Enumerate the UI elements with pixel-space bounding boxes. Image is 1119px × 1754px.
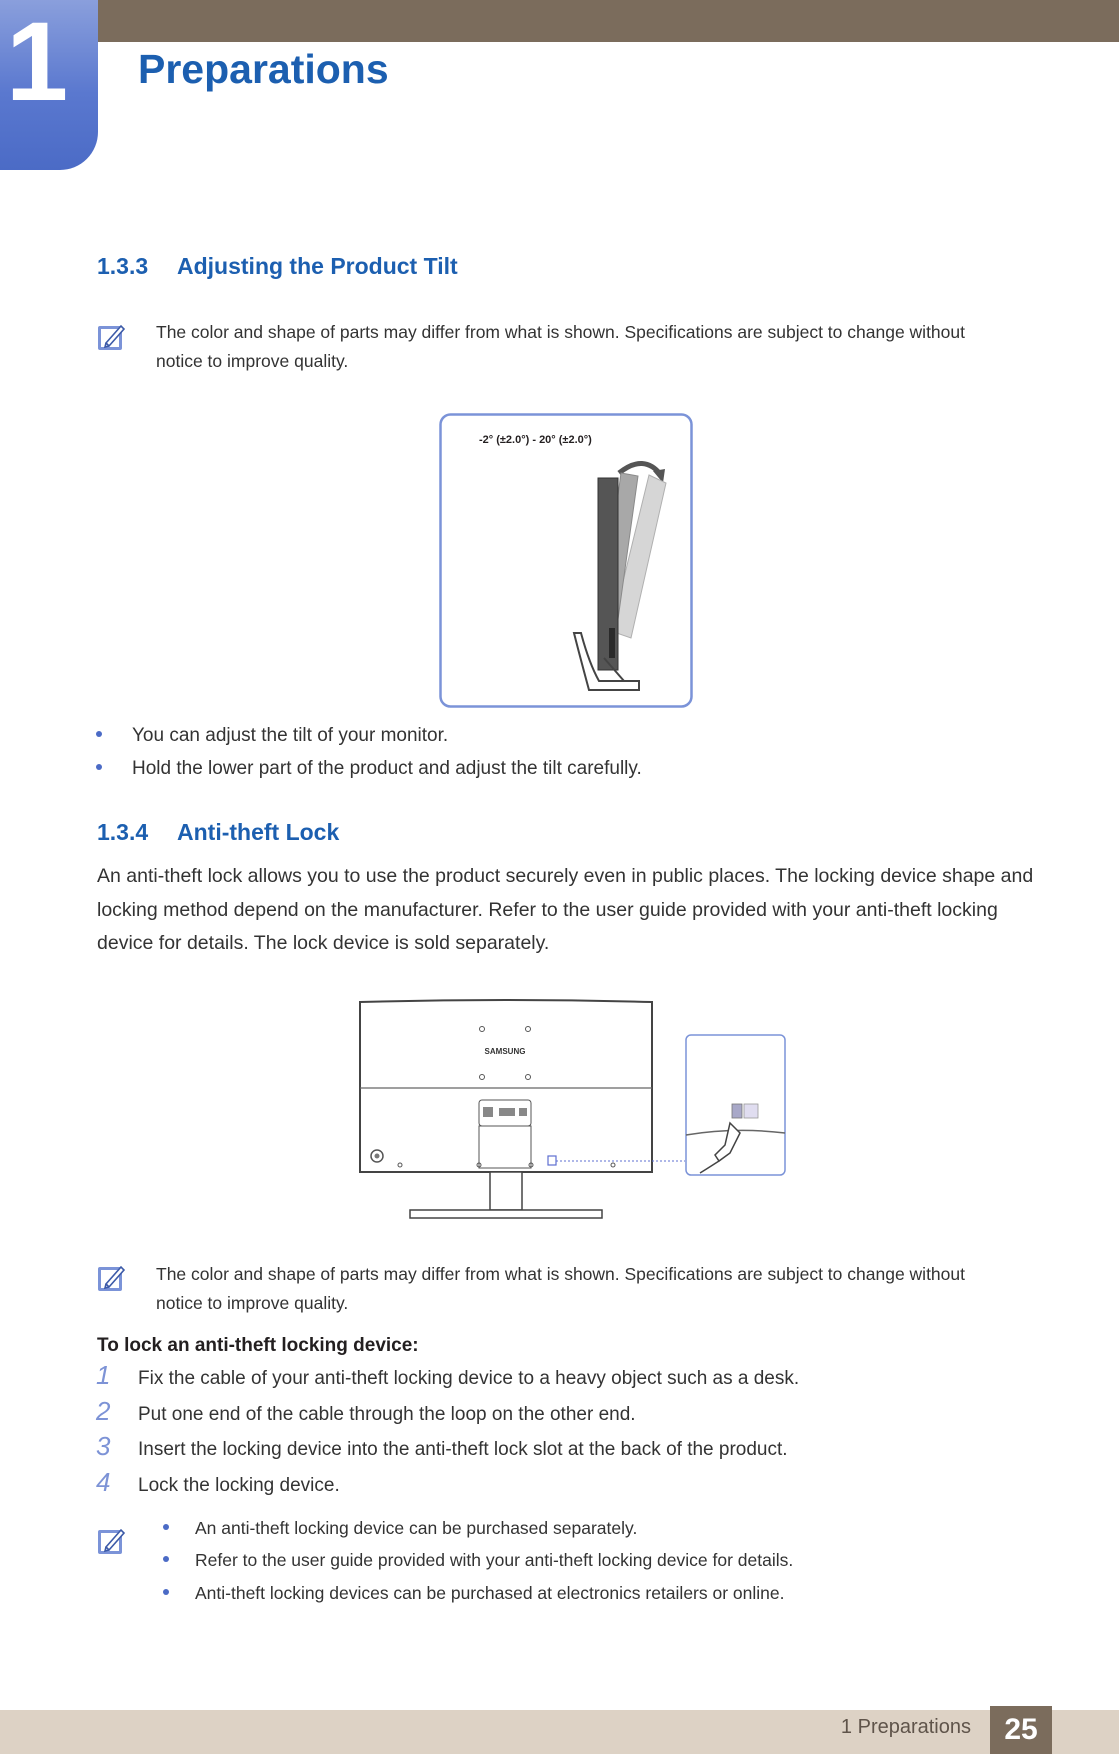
chapter-number: 1 [5,0,69,124]
bullet-dot-icon [96,764,102,770]
step-item: 2 Put one end of the cable through the loop on the other end. [96,1396,636,1426]
step-number: 1 [96,1360,111,1390]
lock-slot [548,1156,556,1165]
section-heading-tilt [97,253,458,280]
step-number: 3 [96,1431,111,1461]
bullet-dot-icon [96,731,102,737]
note-text-lock: The color and shape of parts may differ from what is shown. Specifications are subject to change without notice to improve quality. [156,1264,965,1313]
bullet-item: Hold the lower part of the product and adjust the tilt carefully. [96,758,642,780]
footer-chapter-label: 1 Preparations [840,1716,971,1738]
step-number: 4 [96,1467,111,1497]
section-number: 1.3.4 [97,819,149,845]
section-title: Adjusting the Product Tilt [177,253,458,279]
bullet-dot-icon [163,1556,169,1562]
note-bullet-item: An anti-theft locking device can be purchased separately. [163,1518,637,1539]
note-text-tilt: The color and shape of parts may differ from what is shown. Specifications are subject to change without notice to improve quality. [156,322,965,371]
lock-figure [355,995,790,1225]
note-pencil-icon [97,1526,127,1556]
steps-heading: To lock an anti-theft locking device: [97,1335,419,1356]
bullet-item: You can adjust the tilt of your monitor. [96,725,448,747]
section-heading-lock [97,819,339,846]
chapter-tab [0,0,98,170]
step-number: 2 [96,1396,111,1426]
chapter-title: Preparations [138,46,389,92]
note-pencil-icon [97,1263,127,1293]
note-bullet-item: Anti-theft locking devices can be purchased at electronics retailers or online. [163,1583,784,1604]
section-number: 1.3.3 [97,253,149,279]
step-item: 1 Fix the cable of your anti-theft locking device to a heavy object such as a desk. [96,1360,800,1390]
header-bar [0,0,1119,42]
bullet-dot-icon [163,1589,169,1595]
note-pencil-icon [97,322,127,352]
bullet-dot-icon [163,1524,169,1530]
lock-paragraph: An anti-theft lock allows you to use the product securely even in public places. The locking device shape and locking method depend on the manufacturer. Refer to the user guide provided with your anti-theft locking device for details. The lock device is sold separately. [97,865,1034,954]
note-bullet-item: Refer to the user guide provided with your anti-theft locking device for details. [163,1550,793,1571]
brand-logo: SAMSUNG [484,1047,526,1056]
page-number: 25 [990,1706,1052,1754]
step-item: 3 Insert the locking device into the anti-theft lock slot at the back of the product. [96,1431,788,1461]
section-title: Anti-theft Lock [177,819,340,845]
step-item: 4 Lock the locking device. [96,1467,340,1497]
tilt-angle-label: -2° (±2.0°) - 20° (±2.0°) [479,434,592,446]
tilt-figure [439,413,693,708]
